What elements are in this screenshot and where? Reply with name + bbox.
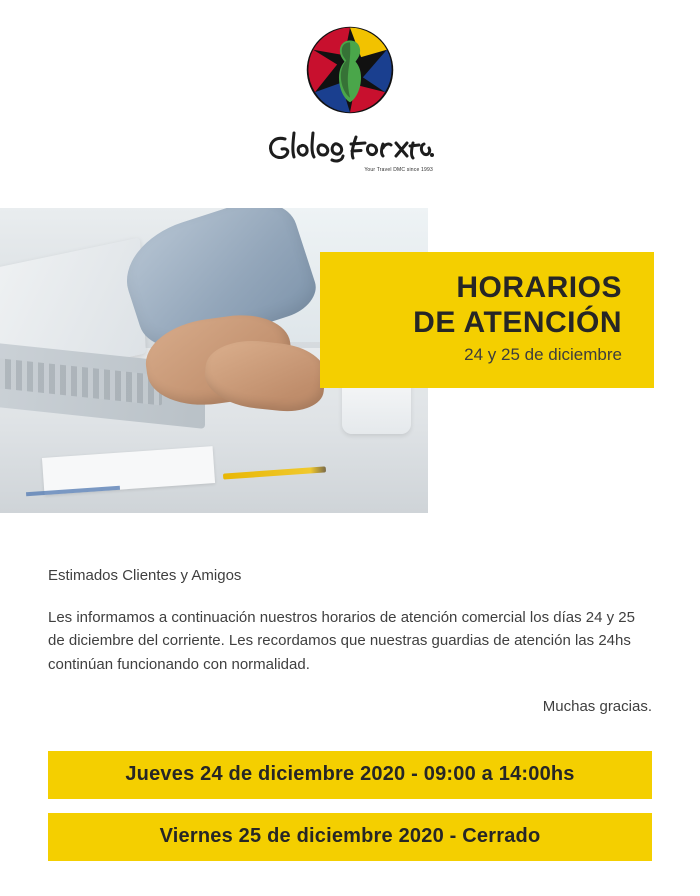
hero-title-line1: HORARIOS [456, 271, 622, 305]
logo-wordmark [265, 126, 435, 172]
hero-section [0, 208, 700, 513]
schedule-row: Jueves 24 de diciembre 2020 - 09:00 a 14:00hs [48, 751, 652, 799]
content-area [0, 567, 700, 861]
thanks-text: Muchas gracias. [542, 697, 652, 715]
hero-subtitle: 24 y 25 de diciembre [464, 344, 622, 364]
logo-header [0, 0, 700, 208]
globe-person-logo-icon [304, 24, 396, 116]
logo-tagline: Your Travel DMC since 1993 [364, 167, 433, 173]
body-paragraph: Les informamos a continuación nuestros horarios de atención comercial los días 24 y 25 de diciembre del corriente. Les recordamos que nuestras guardias de atención las 24hs continúan funcionando con normalidad. [48, 609, 635, 673]
schedule-row: Viernes 25 de diciembre 2020 - Cerrado [48, 813, 652, 861]
hero-banner [320, 252, 654, 388]
schedule-list [48, 751, 652, 861]
greeting-text: Estimados Clientes y Amigos [48, 567, 242, 584]
hero-title-line2: DE ATENCIÓN [413, 306, 622, 339]
